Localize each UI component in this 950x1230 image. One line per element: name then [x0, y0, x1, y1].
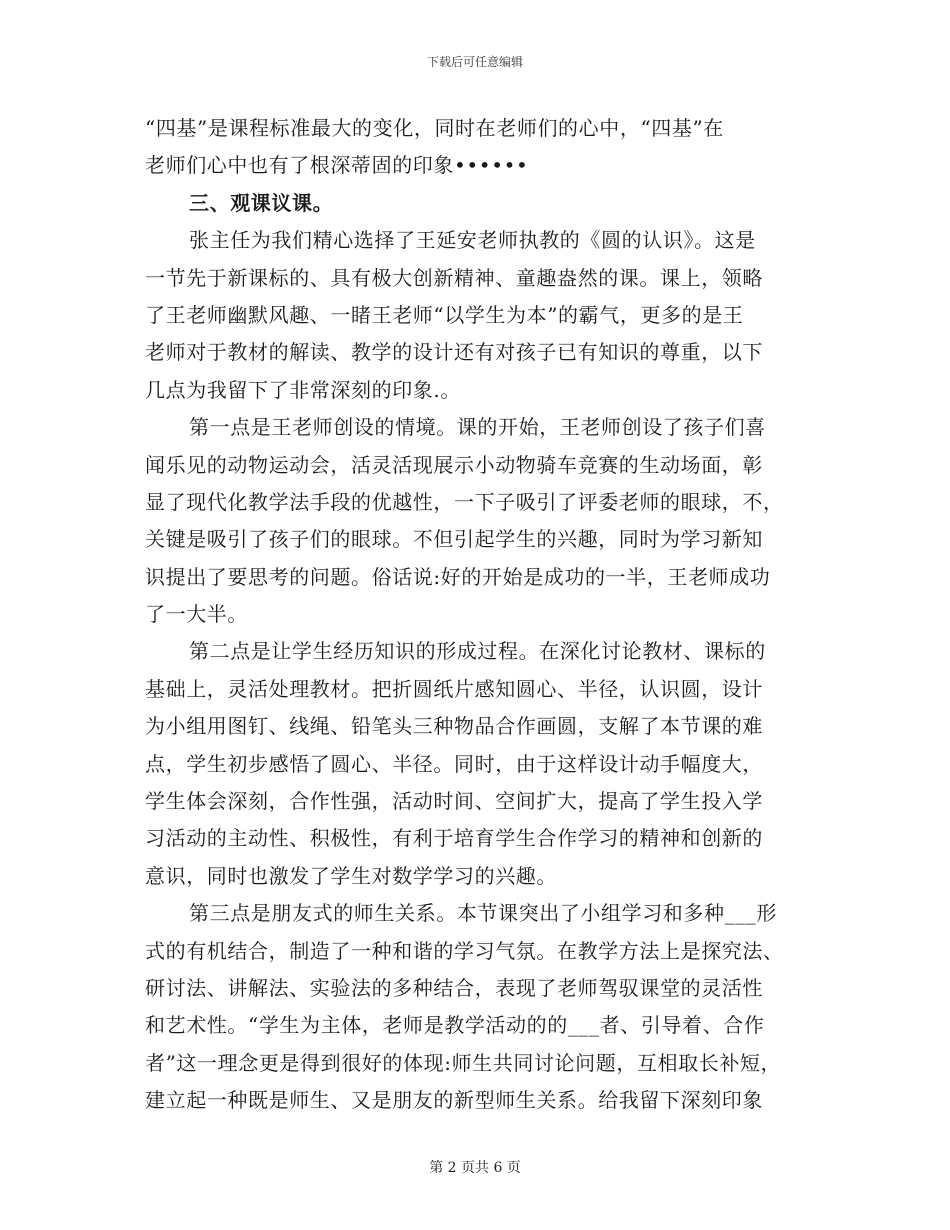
text-line: 研讨法、讲解法、实验法的多种结合，表现了老师驾驭课堂的灵活性 [145, 975, 763, 1000]
text-line: 习活动的主动性、积极性，有利于培育学生合作学习的精神和创新的 [145, 826, 763, 851]
section-heading: 三、观课议课。 [189, 190, 334, 215]
text-line: 点，学生初步感悟了圆心、半径。同时，由于这样设计动手幅度大， [145, 751, 763, 776]
text-line: 建立起一种既是师生、又是朋友的新型师生关系。给我留下深刻印象 [145, 1088, 763, 1113]
text-line: 一节先于新课标的、具有极大创新精神、童趣盎然的课。课上，领略 [145, 265, 763, 290]
text-line: 张主任为我们精心选择了王延安老师执教的《圆的认识》。这是 [189, 228, 756, 253]
text-line: 显了现代化教学法手段的优越性，一下子吸引了评委老师的眼球，不， [145, 489, 784, 514]
text-line: 老师们心中也有了根深蒂固的印象•••••• [145, 153, 529, 178]
text-line: 基础上，灵活处理教材。把折圆纸片感知圆心、半径，认识圆，设计 [145, 676, 763, 701]
text-line: 关键是吸引了孩子们的眼球。不但引起学生的兴趣，同时为学习新知 [145, 527, 763, 552]
text-line: 老师对于教材的解读、教学的设计还有对孩子已有知识的尊重，以下 [145, 340, 763, 365]
text-line: 和艺术性。“学生为主体，老师是教学活动的的___者、引导着、合作 [145, 1013, 765, 1038]
page-header: 下载后可任意编辑 [426, 55, 523, 69]
text-line: 几点为我留下了非常深刻的印象.。 [145, 377, 461, 402]
text-line: 第三点是朋友式的师生关系。本节课突出了小组学习和多种___形 [189, 901, 777, 926]
page-number-footer: 第 2 页共 6 页 [429, 1160, 521, 1176]
document-body [145, 110, 810, 1120]
text-line: “四基”是课程标准最大的变化，同时在老师们的心中，“四基”在 [145, 116, 724, 140]
text-line: 式的有机结合，制造了一种和谐的学习气氛。在教学方法上是探究法、 [145, 938, 784, 963]
text-line: 第二点是让学生经历知识的形成过程。在深化讨论教材、课标的 [189, 639, 766, 664]
text-line: 为小组用图钉、线绳、铅笔头三种物品合作画圆，支解了本节课的难 [145, 714, 763, 739]
text-line: 了一大半。 [145, 602, 248, 627]
text-line: 第一点是王老师创设的情境。课的开始，王老师创设了孩子们喜 [189, 415, 766, 440]
text-line: 识提出了要思考的问题。俗话说:好的开始是成功的一半，王老师成功 [145, 564, 771, 589]
text-line: 了王老师幽默风趣、一睹王老师“以学生为本”的霸气，更多的是王 [145, 302, 744, 327]
text-line: 意识，同时也激发了学生对数学学习的兴趣。 [145, 863, 557, 888]
text-line: 者”这一理念更是得到很好的体现:师生共同讨论问题，互相取长补短， [145, 1050, 782, 1075]
text-line: 闻乐见的动物运动会，活灵活现展示小动物骑车竞赛的生动场面，彰 [145, 452, 763, 477]
text-line: 学生体会深刻，合作性强，活动时间、空间扩大，提高了学生投入学 [145, 789, 763, 814]
